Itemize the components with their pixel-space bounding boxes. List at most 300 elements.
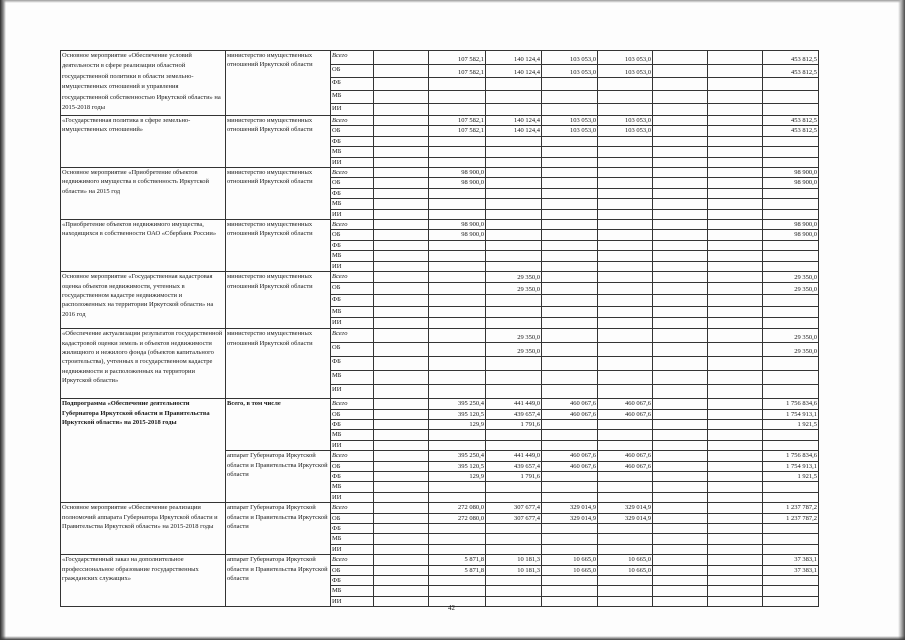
scan-edge-right xyxy=(898,0,905,640)
year-value-cell xyxy=(598,318,653,329)
year-value-cell xyxy=(653,147,708,157)
total-value-cell: 1 237 787,2 xyxy=(763,513,819,523)
year-value-cell: 307 677,4 xyxy=(486,513,542,523)
year-value-cell xyxy=(708,188,763,198)
year-value-cell xyxy=(542,534,598,544)
year-value-cell: 439 657,4 xyxy=(486,461,542,471)
year-value-cell xyxy=(653,307,708,318)
table-row xyxy=(61,220,819,230)
year-value-cell xyxy=(598,136,653,146)
year-value-cell xyxy=(374,399,429,409)
program-funding-table xyxy=(60,50,819,607)
year-value-cell xyxy=(708,318,763,329)
activity-name-cell: Основное мероприятие «Обеспечение условий деятельности в сфере реализации областной государственной политики в области земельно-имущественных отношений и управления государственной собственностью Иркутской области» на 2015-2018 годы xyxy=(61,51,226,116)
year-value-cell: 10 665,0 xyxy=(598,555,653,565)
funding-source-cell: ФБ xyxy=(331,357,374,371)
total-value-cell: 37 383,1 xyxy=(763,565,819,575)
year-value-cell xyxy=(374,178,429,188)
responsible-executor-cell: аппарат Губернатора Иркутской области и Правительства Иркутской области xyxy=(226,451,331,503)
year-value-cell xyxy=(374,451,429,461)
year-value-cell xyxy=(598,272,653,283)
year-value-cell xyxy=(598,104,653,116)
year-value-cell xyxy=(486,440,542,450)
year-value-cell xyxy=(598,523,653,533)
year-value-cell xyxy=(429,576,486,586)
year-value-cell xyxy=(486,220,542,230)
year-value-cell xyxy=(374,199,429,209)
year-value-cell xyxy=(429,283,486,295)
year-value-cell xyxy=(374,157,429,167)
year-value-cell xyxy=(598,492,653,502)
year-value-cell: 107 582,1 xyxy=(429,51,486,65)
funding-source-cell: Всего xyxy=(331,272,374,283)
year-value-cell xyxy=(374,104,429,116)
year-value-cell xyxy=(374,586,429,596)
year-value-cell xyxy=(708,565,763,575)
year-value-cell xyxy=(542,586,598,596)
year-value-cell xyxy=(486,91,542,104)
year-value-cell xyxy=(374,65,429,78)
year-value-cell xyxy=(374,116,429,126)
year-value-cell: 272 080,0 xyxy=(429,513,486,523)
year-value-cell xyxy=(486,261,542,271)
year-value-cell xyxy=(542,168,598,178)
table-row xyxy=(61,168,819,178)
year-value-cell: 307 677,4 xyxy=(486,503,542,513)
year-value-cell xyxy=(374,471,429,481)
funding-source-cell: ИИ xyxy=(331,385,374,399)
year-value-cell xyxy=(542,104,598,116)
funding-source-cell: ФБ xyxy=(331,188,374,198)
year-value-cell: 329 014,9 xyxy=(542,503,598,513)
year-value-cell xyxy=(598,371,653,385)
year-value-cell xyxy=(598,78,653,91)
year-value-cell xyxy=(653,78,708,91)
total-value-cell xyxy=(763,199,819,209)
year-value-cell xyxy=(374,209,429,219)
year-value-cell xyxy=(429,188,486,198)
year-value-cell xyxy=(374,272,429,283)
year-value-cell xyxy=(542,230,598,240)
year-value-cell xyxy=(653,586,708,596)
year-value-cell xyxy=(429,371,486,385)
year-value-cell xyxy=(486,318,542,329)
year-value-cell xyxy=(542,357,598,371)
year-value-cell xyxy=(653,209,708,219)
year-value-cell xyxy=(429,272,486,283)
year-value-cell: 129,9 xyxy=(429,471,486,481)
year-value-cell: 395 120,5 xyxy=(429,461,486,471)
year-value-cell: 107 582,1 xyxy=(429,126,486,136)
total-value-cell xyxy=(763,209,819,219)
year-value-cell xyxy=(486,251,542,261)
activity-name-cell: «Приобретение объектов недвижимого имущества, находящихся в собственности ОАО «Сбербанк России» xyxy=(61,220,226,272)
year-value-cell xyxy=(542,329,598,343)
year-value-cell xyxy=(486,523,542,533)
activity-name-cell: Основное мероприятие «Приобретение объектов недвижимого имущества в собственность Иркутской области» на 2015 год xyxy=(61,168,226,220)
year-value-cell xyxy=(653,283,708,295)
year-value-cell xyxy=(653,409,708,419)
year-value-cell xyxy=(708,230,763,240)
total-value-cell xyxy=(763,318,819,329)
year-value-cell: 29 350,0 xyxy=(486,329,542,343)
year-value-cell: 10 665,0 xyxy=(542,565,598,575)
year-value-cell xyxy=(598,147,653,157)
year-value-cell xyxy=(598,220,653,230)
funding-source-cell: ФБ xyxy=(331,78,374,91)
funding-source-cell: ОБ xyxy=(331,230,374,240)
total-value-cell: 98 900,0 xyxy=(763,178,819,188)
funding-source-cell: МБ xyxy=(331,534,374,544)
funding-source-cell: Всего xyxy=(331,116,374,126)
funding-source-cell: ФБ xyxy=(331,523,374,533)
year-value-cell xyxy=(708,157,763,167)
year-value-cell xyxy=(653,65,708,78)
year-value-cell xyxy=(542,471,598,481)
year-value-cell xyxy=(429,261,486,271)
year-value-cell xyxy=(653,261,708,271)
year-value-cell: 329 014,9 xyxy=(542,513,598,523)
table-row xyxy=(61,555,819,565)
year-value-cell xyxy=(598,586,653,596)
year-value-cell xyxy=(598,307,653,318)
year-value-cell: 140 124,4 xyxy=(486,51,542,65)
year-value-cell xyxy=(542,482,598,492)
year-value-cell: 29 350,0 xyxy=(486,272,542,283)
year-value-cell xyxy=(542,371,598,385)
year-value-cell xyxy=(708,51,763,65)
total-value-cell: 98 900,0 xyxy=(763,220,819,230)
year-value-cell xyxy=(374,126,429,136)
year-value-cell xyxy=(542,596,598,606)
year-value-cell xyxy=(708,471,763,481)
year-value-cell xyxy=(542,283,598,295)
year-value-cell xyxy=(653,482,708,492)
year-value-cell xyxy=(708,555,763,565)
year-value-cell xyxy=(598,440,653,450)
year-value-cell xyxy=(653,116,708,126)
responsible-executor-cell: министерство имущественных отношений Иркутской области xyxy=(226,329,331,399)
year-value-cell xyxy=(653,251,708,261)
year-value-cell xyxy=(429,136,486,146)
table-row xyxy=(61,503,819,513)
total-value-cell xyxy=(763,91,819,104)
year-value-cell xyxy=(708,283,763,295)
year-value-cell xyxy=(374,544,429,554)
year-value-cell xyxy=(653,91,708,104)
year-value-cell xyxy=(374,136,429,146)
total-value-cell xyxy=(763,295,819,307)
total-value-cell: 37 383,1 xyxy=(763,555,819,565)
year-value-cell xyxy=(486,534,542,544)
year-value-cell: 103 053,0 xyxy=(598,65,653,78)
year-value-cell xyxy=(598,544,653,554)
total-value-cell: 29 350,0 xyxy=(763,272,819,283)
year-value-cell xyxy=(429,586,486,596)
total-value-cell xyxy=(763,157,819,167)
total-value-cell: 29 350,0 xyxy=(763,329,819,343)
year-value-cell xyxy=(374,343,429,357)
year-value-cell xyxy=(708,534,763,544)
year-value-cell xyxy=(708,440,763,450)
year-value-cell: 140 124,4 xyxy=(486,116,542,126)
year-value-cell xyxy=(374,409,429,419)
year-value-cell xyxy=(598,596,653,606)
year-value-cell xyxy=(708,419,763,429)
total-value-cell xyxy=(763,596,819,606)
year-value-cell xyxy=(374,534,429,544)
table-row xyxy=(61,51,819,65)
year-value-cell xyxy=(374,251,429,261)
total-value-cell: 453 812,5 xyxy=(763,116,819,126)
total-value-cell xyxy=(763,357,819,371)
year-value-cell xyxy=(598,343,653,357)
year-value-cell xyxy=(429,430,486,440)
responsible-executor-cell: аппарат Губернатора Иркутской области и Правительства Иркутской области xyxy=(226,503,331,555)
year-value-cell xyxy=(429,209,486,219)
year-value-cell xyxy=(653,136,708,146)
year-value-cell xyxy=(598,199,653,209)
total-value-cell xyxy=(763,440,819,450)
year-value-cell xyxy=(486,209,542,219)
year-value-cell xyxy=(598,482,653,492)
total-value-cell: 1 921,5 xyxy=(763,419,819,429)
scan-edge-left xyxy=(0,0,6,640)
total-value-cell xyxy=(763,104,819,116)
year-value-cell xyxy=(598,209,653,219)
funding-source-cell: ОБ xyxy=(331,513,374,523)
year-value-cell xyxy=(429,596,486,606)
funding-source-cell: ОБ xyxy=(331,178,374,188)
year-value-cell xyxy=(429,147,486,157)
total-value-cell: 453 812,5 xyxy=(763,51,819,65)
funding-source-cell: ОБ xyxy=(331,126,374,136)
year-value-cell xyxy=(486,544,542,554)
activity-name-cell: Основное мероприятие «Обеспечение реализации полномочий аппарата Губернатора Иркутской области и Правительства Иркутской области» на 2015-2018 годы xyxy=(61,503,226,555)
total-value-cell xyxy=(763,534,819,544)
year-value-cell xyxy=(653,471,708,481)
year-value-cell: 441 449,0 xyxy=(486,399,542,409)
year-value-cell: 29 350,0 xyxy=(486,283,542,295)
year-value-cell xyxy=(708,136,763,146)
year-value-cell xyxy=(708,371,763,385)
total-value-cell: 98 900,0 xyxy=(763,230,819,240)
year-value-cell xyxy=(486,188,542,198)
year-value-cell: 103 053,0 xyxy=(542,126,598,136)
year-value-cell: 460 067,6 xyxy=(542,461,598,471)
year-value-cell: 5 871,8 xyxy=(429,555,486,565)
program-table-body xyxy=(61,51,819,607)
scan-edge-bottom xyxy=(0,636,905,640)
year-value-cell xyxy=(708,78,763,91)
year-value-cell xyxy=(653,544,708,554)
total-value-cell xyxy=(763,523,819,533)
year-value-cell xyxy=(653,492,708,502)
year-value-cell xyxy=(542,295,598,307)
year-value-cell xyxy=(374,329,429,343)
year-value-cell xyxy=(374,168,429,178)
year-value-cell xyxy=(598,91,653,104)
funding-source-cell: ОБ xyxy=(331,565,374,575)
page-number: 42 xyxy=(448,604,455,612)
year-value-cell xyxy=(708,240,763,250)
year-value-cell xyxy=(542,261,598,271)
total-value-cell: 1 237 787,2 xyxy=(763,503,819,513)
year-value-cell xyxy=(542,318,598,329)
year-value-cell xyxy=(653,430,708,440)
year-value-cell: 460 067,6 xyxy=(542,409,598,419)
total-value-cell xyxy=(763,544,819,554)
year-value-cell xyxy=(708,116,763,126)
year-value-cell xyxy=(542,251,598,261)
year-value-cell xyxy=(653,230,708,240)
year-value-cell xyxy=(486,576,542,586)
funding-source-cell: МБ xyxy=(331,199,374,209)
year-value-cell: 460 067,6 xyxy=(542,451,598,461)
total-value-cell: 98 900,0 xyxy=(763,168,819,178)
year-value-cell xyxy=(598,230,653,240)
year-value-cell xyxy=(708,126,763,136)
year-value-cell xyxy=(708,91,763,104)
responsible-executor-cell: министерство имущественных отношений Иркутской области xyxy=(226,168,331,220)
year-value-cell xyxy=(708,168,763,178)
year-value-cell xyxy=(598,419,653,429)
year-value-cell xyxy=(598,329,653,343)
year-value-cell xyxy=(429,523,486,533)
year-value-cell xyxy=(374,513,429,523)
funding-source-cell: Всего xyxy=(331,503,374,513)
year-value-cell xyxy=(598,430,653,440)
year-value-cell xyxy=(486,230,542,240)
year-value-cell xyxy=(486,104,542,116)
year-value-cell xyxy=(598,385,653,399)
total-value-cell xyxy=(763,385,819,399)
year-value-cell xyxy=(653,272,708,283)
year-value-cell xyxy=(653,503,708,513)
funding-source-cell: ИИ xyxy=(331,440,374,450)
funding-source-cell: Всего xyxy=(331,51,374,65)
year-value-cell: 140 124,4 xyxy=(486,126,542,136)
year-value-cell: 140 124,4 xyxy=(486,65,542,78)
year-value-cell: 329 014,9 xyxy=(598,513,653,523)
total-value-cell: 1 756 834,6 xyxy=(763,451,819,461)
total-value-cell xyxy=(763,371,819,385)
year-value-cell xyxy=(653,534,708,544)
year-value-cell: 10 665,0 xyxy=(598,565,653,575)
year-value-cell xyxy=(429,295,486,307)
year-value-cell xyxy=(429,251,486,261)
year-value-cell xyxy=(653,329,708,343)
year-value-cell xyxy=(429,199,486,209)
year-value-cell xyxy=(486,357,542,371)
year-value-cell xyxy=(542,188,598,198)
year-value-cell xyxy=(708,65,763,78)
year-value-cell xyxy=(374,261,429,271)
year-value-cell xyxy=(653,51,708,65)
year-value-cell xyxy=(598,251,653,261)
year-value-cell xyxy=(598,295,653,307)
year-value-cell xyxy=(653,178,708,188)
year-value-cell xyxy=(542,178,598,188)
funding-source-cell: ФБ xyxy=(331,576,374,586)
year-value-cell xyxy=(542,440,598,450)
activity-name-cell: «Обеспечение актуализации результатов государственной кадастровой оценки земель и объектов недвижимости жилищного и нежилого фонда (объектов капитального строительства), учтенных в государственном кадастре недвижимости и расположенных на территории Иркутской области» xyxy=(61,329,226,399)
year-value-cell xyxy=(486,596,542,606)
year-value-cell xyxy=(598,357,653,371)
year-value-cell: 103 053,0 xyxy=(598,51,653,65)
year-value-cell xyxy=(374,147,429,157)
year-value-cell xyxy=(429,534,486,544)
year-value-cell xyxy=(598,283,653,295)
year-value-cell xyxy=(429,104,486,116)
year-value-cell xyxy=(708,385,763,399)
year-value-cell: 1 791,6 xyxy=(486,471,542,481)
year-value-cell xyxy=(708,513,763,523)
year-value-cell xyxy=(429,329,486,343)
year-value-cell: 103 053,0 xyxy=(598,126,653,136)
year-value-cell: 460 067,6 xyxy=(542,399,598,409)
funding-source-cell: Всего xyxy=(331,399,374,409)
year-value-cell xyxy=(598,240,653,250)
year-value-cell xyxy=(486,430,542,440)
total-value-cell xyxy=(763,251,819,261)
year-value-cell xyxy=(486,157,542,167)
total-value-cell: 29 350,0 xyxy=(763,343,819,357)
year-value-cell xyxy=(598,188,653,198)
year-value-cell: 103 053,0 xyxy=(598,116,653,126)
funding-source-cell: ФБ xyxy=(331,295,374,307)
responsible-executor-cell: министерство имущественных отношений Иркутской области xyxy=(226,220,331,272)
year-value-cell xyxy=(653,461,708,471)
year-value-cell xyxy=(653,451,708,461)
year-value-cell xyxy=(542,419,598,429)
funding-source-cell: МБ xyxy=(331,586,374,596)
year-value-cell xyxy=(374,576,429,586)
year-value-cell xyxy=(653,168,708,178)
total-value-cell xyxy=(763,307,819,318)
year-value-cell xyxy=(708,503,763,513)
funding-source-cell: Всего xyxy=(331,168,374,178)
funding-source-cell: ИИ xyxy=(331,209,374,219)
year-value-cell xyxy=(486,147,542,157)
year-value-cell xyxy=(653,419,708,429)
year-value-cell xyxy=(374,220,429,230)
year-value-cell: 10 181,3 xyxy=(486,555,542,565)
year-value-cell: 107 582,1 xyxy=(429,65,486,78)
funding-source-cell: ИИ xyxy=(331,318,374,329)
year-value-cell: 439 657,4 xyxy=(486,409,542,419)
funding-source-cell: МБ xyxy=(331,371,374,385)
year-value-cell: 129,9 xyxy=(429,419,486,429)
year-value-cell xyxy=(598,534,653,544)
year-value-cell xyxy=(598,576,653,586)
funding-source-cell: МБ xyxy=(331,430,374,440)
year-value-cell xyxy=(374,78,429,91)
year-value-cell xyxy=(653,440,708,450)
year-value-cell xyxy=(708,295,763,307)
total-value-cell xyxy=(763,492,819,502)
year-value-cell xyxy=(374,371,429,385)
year-value-cell xyxy=(653,596,708,606)
funding-source-cell: ОБ xyxy=(331,343,374,357)
year-value-cell: 395 250,4 xyxy=(429,451,486,461)
year-value-cell xyxy=(374,295,429,307)
year-value-cell xyxy=(374,318,429,329)
year-value-cell xyxy=(653,199,708,209)
year-value-cell xyxy=(542,209,598,219)
funding-source-cell: ИИ xyxy=(331,104,374,116)
activity-name-cell: «Государственный заказ на дополнительное профессиональное образование государственных гражданских служащих» xyxy=(61,555,226,607)
